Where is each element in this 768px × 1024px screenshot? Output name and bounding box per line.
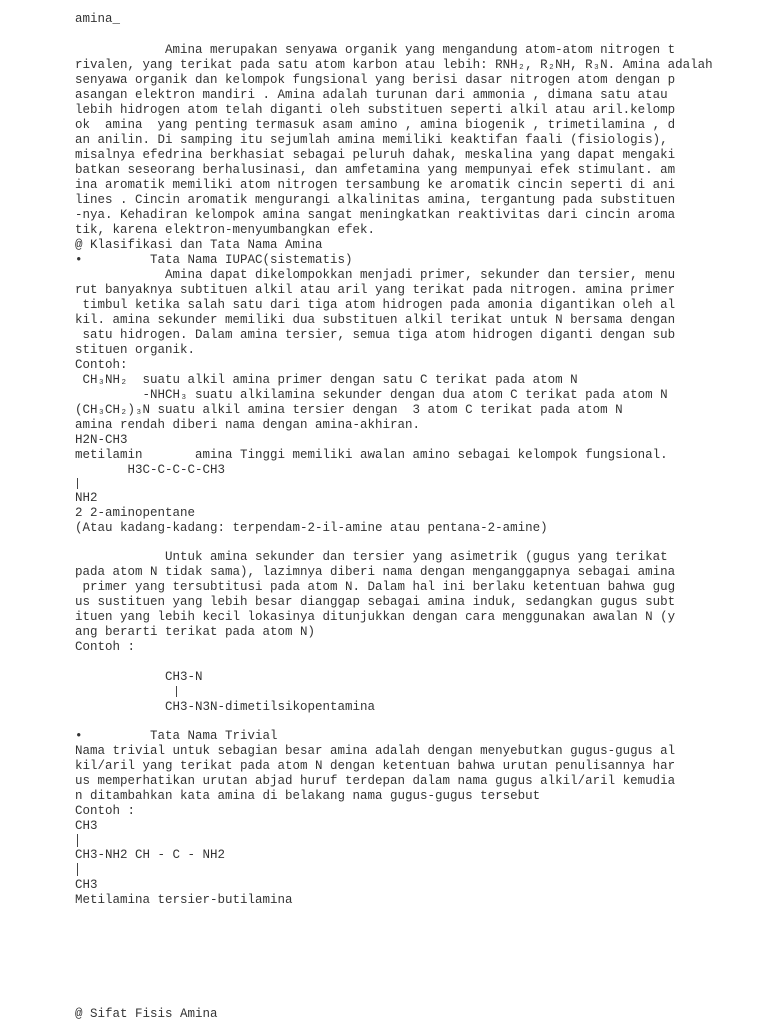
intro-line: lines . Cincin aromatik mengurangi alkalinitas amina, tergantung pada substituen (75, 193, 676, 207)
trivial-line: us memperhatikan urutan abjad huruf terdepan dalam nama gugus alkil/aril kemudia (75, 774, 676, 788)
asym-line: ituen yang lebih kecil lokasinya ditunjukkan dengan cara menggunakan awalan N (y (75, 610, 676, 624)
bond-line (77, 834, 78, 847)
iupac-line: rut banyaknya subtituen alkil atau aril yang terikat pada nitrogen. amina primer (75, 283, 676, 297)
contoh-label-3: Contoh : (75, 804, 136, 818)
asym-line: ang berarti terikat pada atom N) (75, 625, 316, 639)
example-primary: CH₃NH₂ suatu alkil amina primer dengan satu C terikat pada atom N (75, 373, 578, 387)
intro-line: ok amina yang penting termasuk asam amino , amina biogenik , trimetilamina , d (75, 118, 676, 132)
iupac-line: kil. amina sekunder memiliki dua substituen alkil terikat untuk N bersama dengan (75, 313, 676, 327)
compound-names: Metilamina tersier-butilamina (75, 893, 293, 907)
example-tertiary: (CH₃CH₂)₃N suatu alkil amina tersier dengan 3 atom C terikat pada atom N (75, 403, 623, 417)
bond-line (176, 686, 177, 697)
bond-line (77, 863, 78, 876)
contoh-label: Contoh: (75, 358, 128, 372)
contoh-label-2: Contoh : (75, 640, 136, 654)
intro-line: tik, karena elektron-menyumbangkan efek. (75, 223, 376, 237)
iupac-line: timbul ketika salah satu dari tiga atom hidrogen pada amonia digantikan oleh al (75, 298, 676, 312)
formula-ch3-nh2: CH3-NH2 CH - C - NH2 (75, 848, 226, 862)
intro-line: misalnya efedrina berkhasiat sebagai peluruh dahak, meskalina yang dapat mengaki (75, 148, 676, 162)
trivial-line: Nama trivial untuk sebagian besar amina adalah dengan menyebutkan gugus-gugus al (75, 744, 676, 758)
section-heading-sifat: @ Sifat Fisis Amina (75, 1007, 218, 1021)
formula-nh2: NH2 (75, 491, 98, 505)
alternate-name: (Atau kadang-kadang: terpendam-2-il-amine atau pentana-2-amine) (75, 521, 548, 535)
iupac-line: stituen organik. (75, 343, 196, 357)
intro-line: batkan seseorang berhalusinasi, dan amfetamina yang mempunyai efek stimulant. am (75, 163, 676, 177)
formula-chain: H3C-C-C-C-CH3 (75, 463, 226, 477)
formula-h2n-ch3: H2N-CH3 (75, 433, 128, 447)
formula-ch3-bottom: CH3 (75, 878, 98, 892)
document-title: amina_ (75, 12, 121, 26)
intro-line: Amina merupakan senyawa organik yang mengandung atom-atom nitrogen t (75, 43, 676, 57)
asym-line: primer yang tersubtitusi pada atom N. Dalam hal ini berlaku ketentuan bahwa gug (75, 580, 676, 594)
iupac-line: Amina dapat dikelompokkan menjadi primer, sekunder dan tersier, menu (75, 268, 676, 282)
intro-line: -nya. Kehadiran kelompok amina sangat meningkatkan reaktivitas dari cincin aroma (75, 208, 676, 222)
intro-line: ina aromatik memiliki atom nitrogen tersambung ke aromatik cincin seperti di ani (75, 178, 676, 192)
formula-dimetilsikopentamina: CH3-N3N-dimetilsikopentamina (75, 700, 376, 714)
bond-line (77, 478, 78, 489)
asym-line: Untuk amina sekunder dan tersier yang asimetrik (gugus yang terikat (75, 550, 668, 564)
example-secondary: -NHCH₃ suatu alkilamina sekunder dengan dua atom C terikat pada atom N (75, 388, 668, 402)
intro-line: senyawa organik dan kelompok fungsional yang berisi dasar nitrogen atom dengan p (75, 73, 676, 87)
iupac-heading: • Tata Nama IUPAC(sistematis) (75, 253, 353, 267)
asym-line: pada atom N tidak sama), lazimnya diberi nama dengan menganggapnya sebagai amina (75, 565, 676, 579)
intro-line: lebih hidrogen atom telah diganti oleh substituen seperti alkil atau aril.kelomp (75, 103, 676, 117)
example-note: amina rendah diberi nama dengan amina-akhiran. (75, 418, 421, 432)
trivial-line: n ditambahkan kata amina di belakang nama gugus-gugus tersebut (75, 789, 541, 803)
trivial-heading: • Tata Nama Trivial (75, 729, 278, 743)
intro-line: asangan elektron mandiri . Amina adalah turunan dari ammonia , dimana satu atau (75, 88, 668, 102)
asym-line: us sustituen yang lebih besar dianggap sebagai amina induk, sedangkan gugus subt (75, 595, 676, 609)
intro-line: rivalen, yang terikat pada satu atom karbon atau lebih: RNH₂, R₂NH, R₃N. Amina adalah (75, 58, 713, 72)
formula-ch3-n: CH3-N (75, 670, 203, 684)
section-heading-klasifikasi: @ Klasifikasi dan Tata Nama Amina (75, 238, 323, 252)
iupac-line: satu hidrogen. Dalam amina tersier, semua tiga atom hidrogen diganti dengan sub (75, 328, 676, 342)
formula-ch3-top: CH3 (75, 819, 98, 833)
intro-line: an anilin. Di samping itu sejumlah amina memiliki keaktifan faali (fisiologis), (75, 133, 668, 147)
aminopentane-label: 2 2-aminopentane (75, 506, 196, 520)
trivial-line: kil/aril yang terikat pada atom N dengan ketentuan bahwa urutan penulisannya har (75, 759, 676, 773)
metilamin-line: metilamin amina Tinggi memiliki awalan amino sebagai kelompok fungsional. (75, 448, 668, 462)
